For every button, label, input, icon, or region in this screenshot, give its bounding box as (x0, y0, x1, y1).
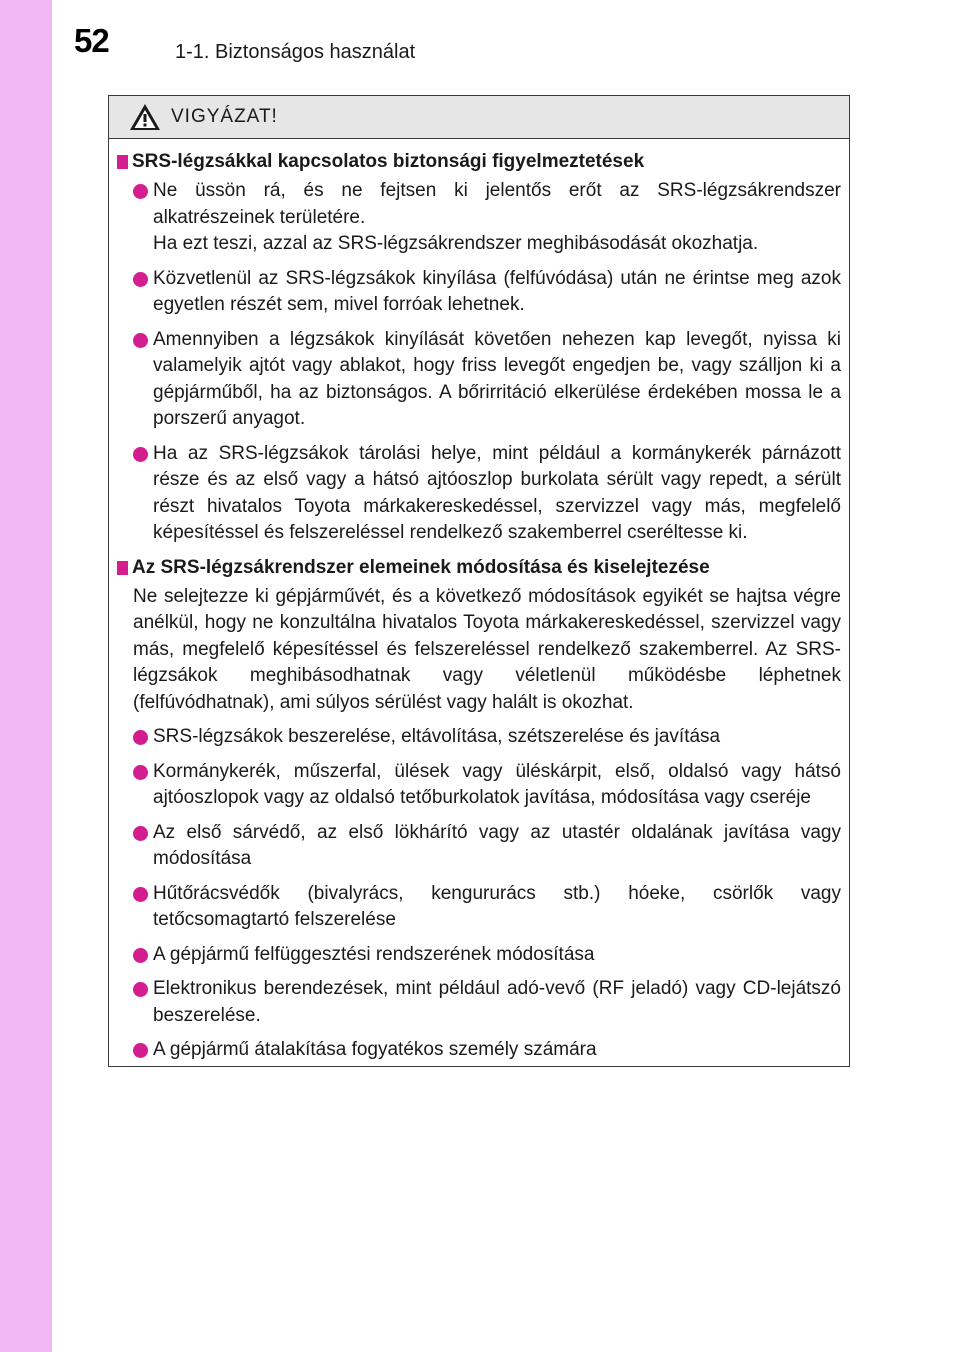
warning-title: VIGYÁZAT! (171, 106, 278, 127)
list-item-text: A gépjármű felfüggesztési rendszerének módosítása (153, 943, 595, 965)
round-bullet-icon (133, 184, 148, 199)
list-item (117, 976, 841, 1029)
list-item (117, 820, 841, 873)
round-bullet-icon (133, 1043, 148, 1058)
square-bullet-icon (117, 155, 128, 169)
list-item-text: Az első sárvédő, az első lökhárító vagy az utastér oldalának javítása vagy módosítása (153, 821, 841, 869)
list-item-text: Amennyiben a légzsákok kinyílását követően nehezen kap levegőt, nyissa ki valamelyik ajtót vagy ablakot, hogy friss levegőt engedjen be, vagy szálljon ki a gépjárműből, ha az biztonságos. A bőrirritáció elkerülése érdekében mossa le a porszerű anyagot. (153, 328, 841, 429)
section-title: 1-1. Biztonságos használat (175, 41, 416, 63)
list-item (117, 1037, 841, 1064)
round-bullet-icon (133, 333, 148, 348)
round-bullet-icon (133, 887, 148, 902)
list-item (117, 942, 841, 969)
warning-box (108, 95, 850, 1067)
page-number: 52 (74, 22, 109, 59)
round-bullet-icon (133, 826, 148, 841)
section-heading (117, 555, 841, 581)
list-item (117, 759, 841, 812)
side-color-strip (0, 0, 52, 1352)
section-heading-text: Az SRS-légzsákrendszer elemeinek módosítása és kiselejtezése (132, 556, 710, 578)
list-item-text: Kormánykerék, műszerfal, ülések vagy üléskárpit, első, oldalsó vagy hátsó ajtóoszlopok vagy az oldalsó tetőburkolatok javítása, módosítása vagy cseréje (153, 760, 841, 808)
list-item-text: SRS-légzsákok beszerelése, eltávolítása, szétszerelése és javítása (153, 726, 721, 747)
list-item-text: Elektronikus berendezések, mint például adó-vevő (RF jeladó) vagy CD-lejátszó beszerelése. (153, 978, 841, 1026)
warning-triangle-icon (129, 103, 161, 131)
list-item (117, 724, 841, 751)
list-item-text: A gépjármű átalakítása fogyatékos személy számára (153, 1039, 597, 1060)
round-bullet-icon (133, 948, 148, 963)
section-intro: Ne selejtezze ki gépjárművét, és a következő módosítások egyikét se hajtsa végre anélkül, hogy ne konzultálna hivatalos Toyota márkakereskedéssel, szervizzel vagy más, megfelelő képesítéssel és felszereléssel rendelkező szakemberrel. Az SRS-légzsákok meghibásodhatnak vagy véletlenül működésbe léphetnek (felfúvódhatnak), ami súlyos sérülést vagy halált is okozhat. (133, 585, 841, 713)
list-item (117, 266, 841, 319)
warning-header (109, 96, 849, 139)
square-bullet-icon (117, 561, 128, 575)
list-item (117, 881, 841, 934)
round-bullet-icon (133, 982, 148, 997)
round-bullet-icon (133, 730, 148, 745)
round-bullet-icon (133, 272, 148, 287)
list-item-text: Közvetlenül az SRS-légzsákok kinyílása (felfúvódása) után ne érintse meg azok egyetlen részét sem, mivel forróak lehetnek. (153, 267, 841, 315)
round-bullet-icon (133, 765, 148, 780)
round-bullet-icon (133, 447, 148, 462)
list-item-text: Ne üssön rá, és ne fejtsen ki jelentős erőt az SRS-légzsákrendszer alkatrészeinek területére. Ha ezt teszi, azzal az SRS-légzsákrendszer meghibásodását okozhatja. (153, 180, 841, 254)
list-item-text: Ha az SRS-légzsákok tárolási helye, mint például a kormánykerék párnázott része és az első vagy a hátsó ajtóoszlop burkolata sérült vagy repedt, a sérült részt hivatalos Toyota márkakereskedéssel, szervizzel vagy más, megfelelő képesítéssel és felszereléssel rendelkező szakemberrel cseréltesse ki. (153, 442, 841, 543)
section-heading (117, 149, 841, 175)
list-item (117, 327, 841, 433)
section-heading-text: SRS-légzsákkal kapcsolatos biztonsági figyelmeztetések (132, 151, 645, 172)
list-item (117, 441, 841, 547)
list-item-text: Hűtőrácsvédők (bivalyrács, kengururács stb.) hóeke, csörlők vagy tetőcsomagtartó felszerelése (153, 882, 841, 930)
list-item (117, 178, 841, 258)
warning-body (109, 139, 849, 1064)
